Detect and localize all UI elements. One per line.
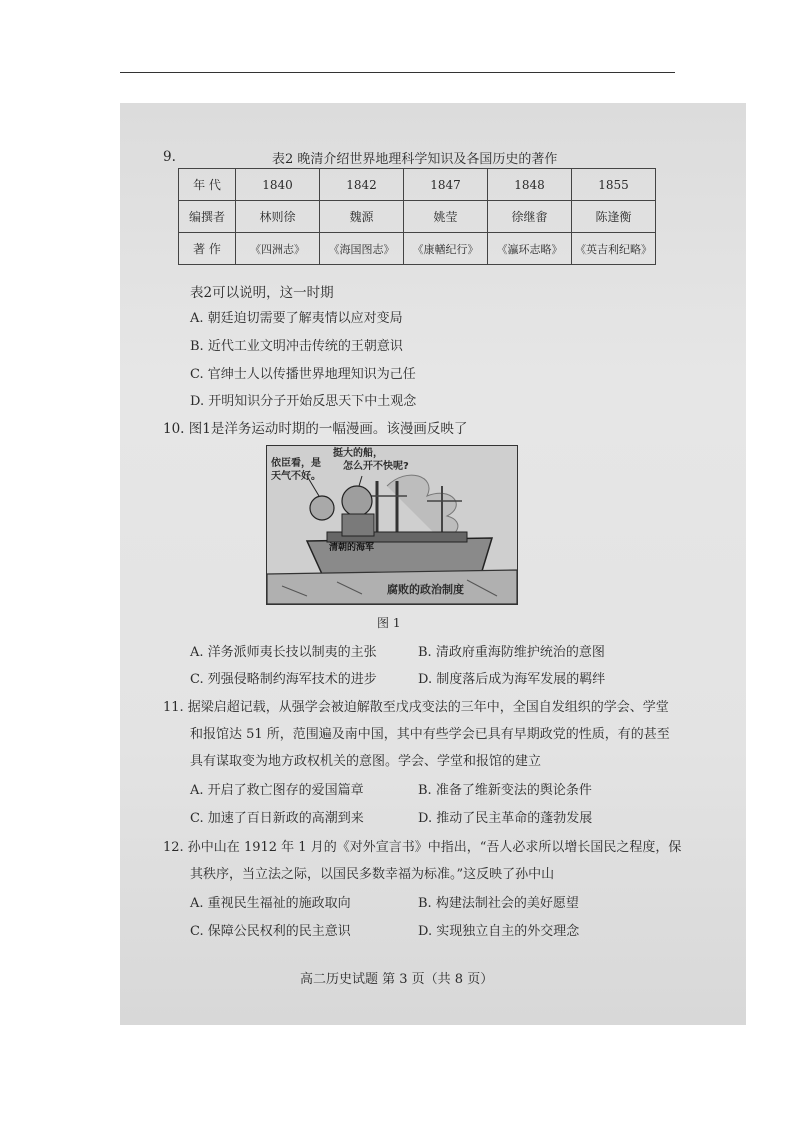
q11-option-b[interactable]: B. 准备了维新变法的舆论条件: [418, 783, 592, 798]
bubble-tail: [359, 476, 362, 486]
q11-option-a[interactable]: A. 开启了救亡图存的爱国篇章: [190, 783, 364, 798]
q9-option-b[interactable]: B. 近代工业文明冲击传统的王朝意识: [190, 339, 403, 354]
q10-stem: 10. 图1是洋务运动时期的一幅漫画。该漫画反映了: [163, 421, 468, 437]
q12-option-c[interactable]: C. 保障公民权利的民主意识: [190, 924, 351, 939]
table-cell: 徐继畬: [488, 201, 572, 233]
q9-stem: 表2可以说明，这一时期: [190, 285, 334, 301]
cartoon-figure: [266, 445, 518, 605]
q10-option-c[interactable]: C. 列强侵略制约海军技术的进步: [190, 672, 377, 687]
table-cell: 陈逢衡: [572, 201, 656, 233]
emperor-figure: [342, 486, 372, 516]
table-cell: 《康輶纪行》: [404, 233, 488, 265]
table-cell: 《瀛环志略》: [488, 233, 572, 265]
q10-option-b[interactable]: B. 清政府重海防维护统治的意图: [418, 645, 605, 660]
q12-line1: 12. 孙中山在 1912 年 1 月的《对外宣言书》中指出，“吾人必求所以增长国民之程度，保: [163, 840, 682, 855]
table-cell: 《四洲志》: [236, 233, 320, 265]
q9-option-d[interactable]: D. 开明知识分子开始反思天下中土观念: [190, 394, 417, 409]
row-label: 编撰者: [179, 201, 236, 233]
q9-number: 9.: [163, 149, 176, 165]
figure-caption: 图 1: [377, 616, 401, 630]
table-cell: 1847: [404, 169, 488, 201]
q12-option-a[interactable]: A. 重视民生福祉的施政取向: [190, 896, 351, 911]
q12-line2: 其秩序，当立法之际，以国民多数幸福为标准。”这反映了孙中山: [190, 867, 555, 882]
row-label: 年 代: [179, 169, 236, 201]
ship-label: 清朝的海军: [329, 543, 375, 553]
q11-line3: 具有谋取变为地方政权机关的意图。学会、学堂和报馆的建立: [190, 754, 542, 769]
q10-option-d[interactable]: D. 制度落后成为海军发展的羁绊: [418, 672, 606, 687]
page-footer: 高二历史试题 第 3 页（共 8 页）: [300, 972, 494, 987]
row-label: 著 作: [179, 233, 236, 265]
table-cell: 1848: [488, 169, 572, 201]
q12-option-d[interactable]: D. 实现独立自主的外交理念: [418, 924, 580, 939]
works-table: [178, 168, 656, 265]
table-cell: 1855: [572, 169, 656, 201]
table-cell: 1842: [320, 169, 404, 201]
table-cell: 《英吉利纪略》: [572, 233, 656, 265]
base-label: 腐败的政治制度: [387, 583, 464, 596]
table-cell: 姚莹: [404, 201, 488, 233]
q10-option-a[interactable]: A. 洋务派师夷长技以制夷的主张: [190, 645, 377, 660]
table-title: 表2 晚清介绍世界地理科学知识及各国历史的著作: [272, 152, 558, 167]
q9-option-a[interactable]: A. 朝廷迫切需要了解夷情以应对变局: [190, 311, 403, 326]
q11-option-c[interactable]: C. 加速了百日新政的高潮到来: [190, 811, 364, 826]
table-row: [179, 201, 656, 233]
q11-line1: 11. 据梁启超记载，从强学会被迫解散至戊戌变法的三年中，全国自发组织的学会、学堂: [163, 700, 669, 715]
bubble-right-line1: 挺大的船，: [333, 448, 383, 459]
q12-option-b[interactable]: B. 构建法制社会的美好愿望: [418, 896, 579, 911]
table-cell: 1840: [236, 169, 320, 201]
official-figure: [310, 496, 334, 520]
table-row: [179, 169, 656, 201]
q9-option-c[interactable]: C. 官绅士人以传播世界地理知识为己任: [190, 367, 416, 382]
emperor-body: [342, 514, 374, 536]
q11-line2: 和报馆达 51 所，范围遍及南中国，其中有些学会已具有早期政党的性质，有的甚至: [190, 727, 670, 742]
table-cell: 《海国图志》: [320, 233, 404, 265]
bubble-right-line2: 怎么开不快呢?: [343, 461, 409, 472]
table-cell: 魏源: [320, 201, 404, 233]
q11-option-d[interactable]: D. 推动了民主革命的蓬勃发展: [418, 811, 593, 826]
bubble-left-line1: 依臣看，是: [271, 458, 321, 469]
bubble-left-line2: 天气不好。: [271, 471, 321, 482]
table-cell: 林则徐: [236, 201, 320, 233]
top-rule: [120, 72, 675, 73]
table-row: [179, 233, 656, 265]
